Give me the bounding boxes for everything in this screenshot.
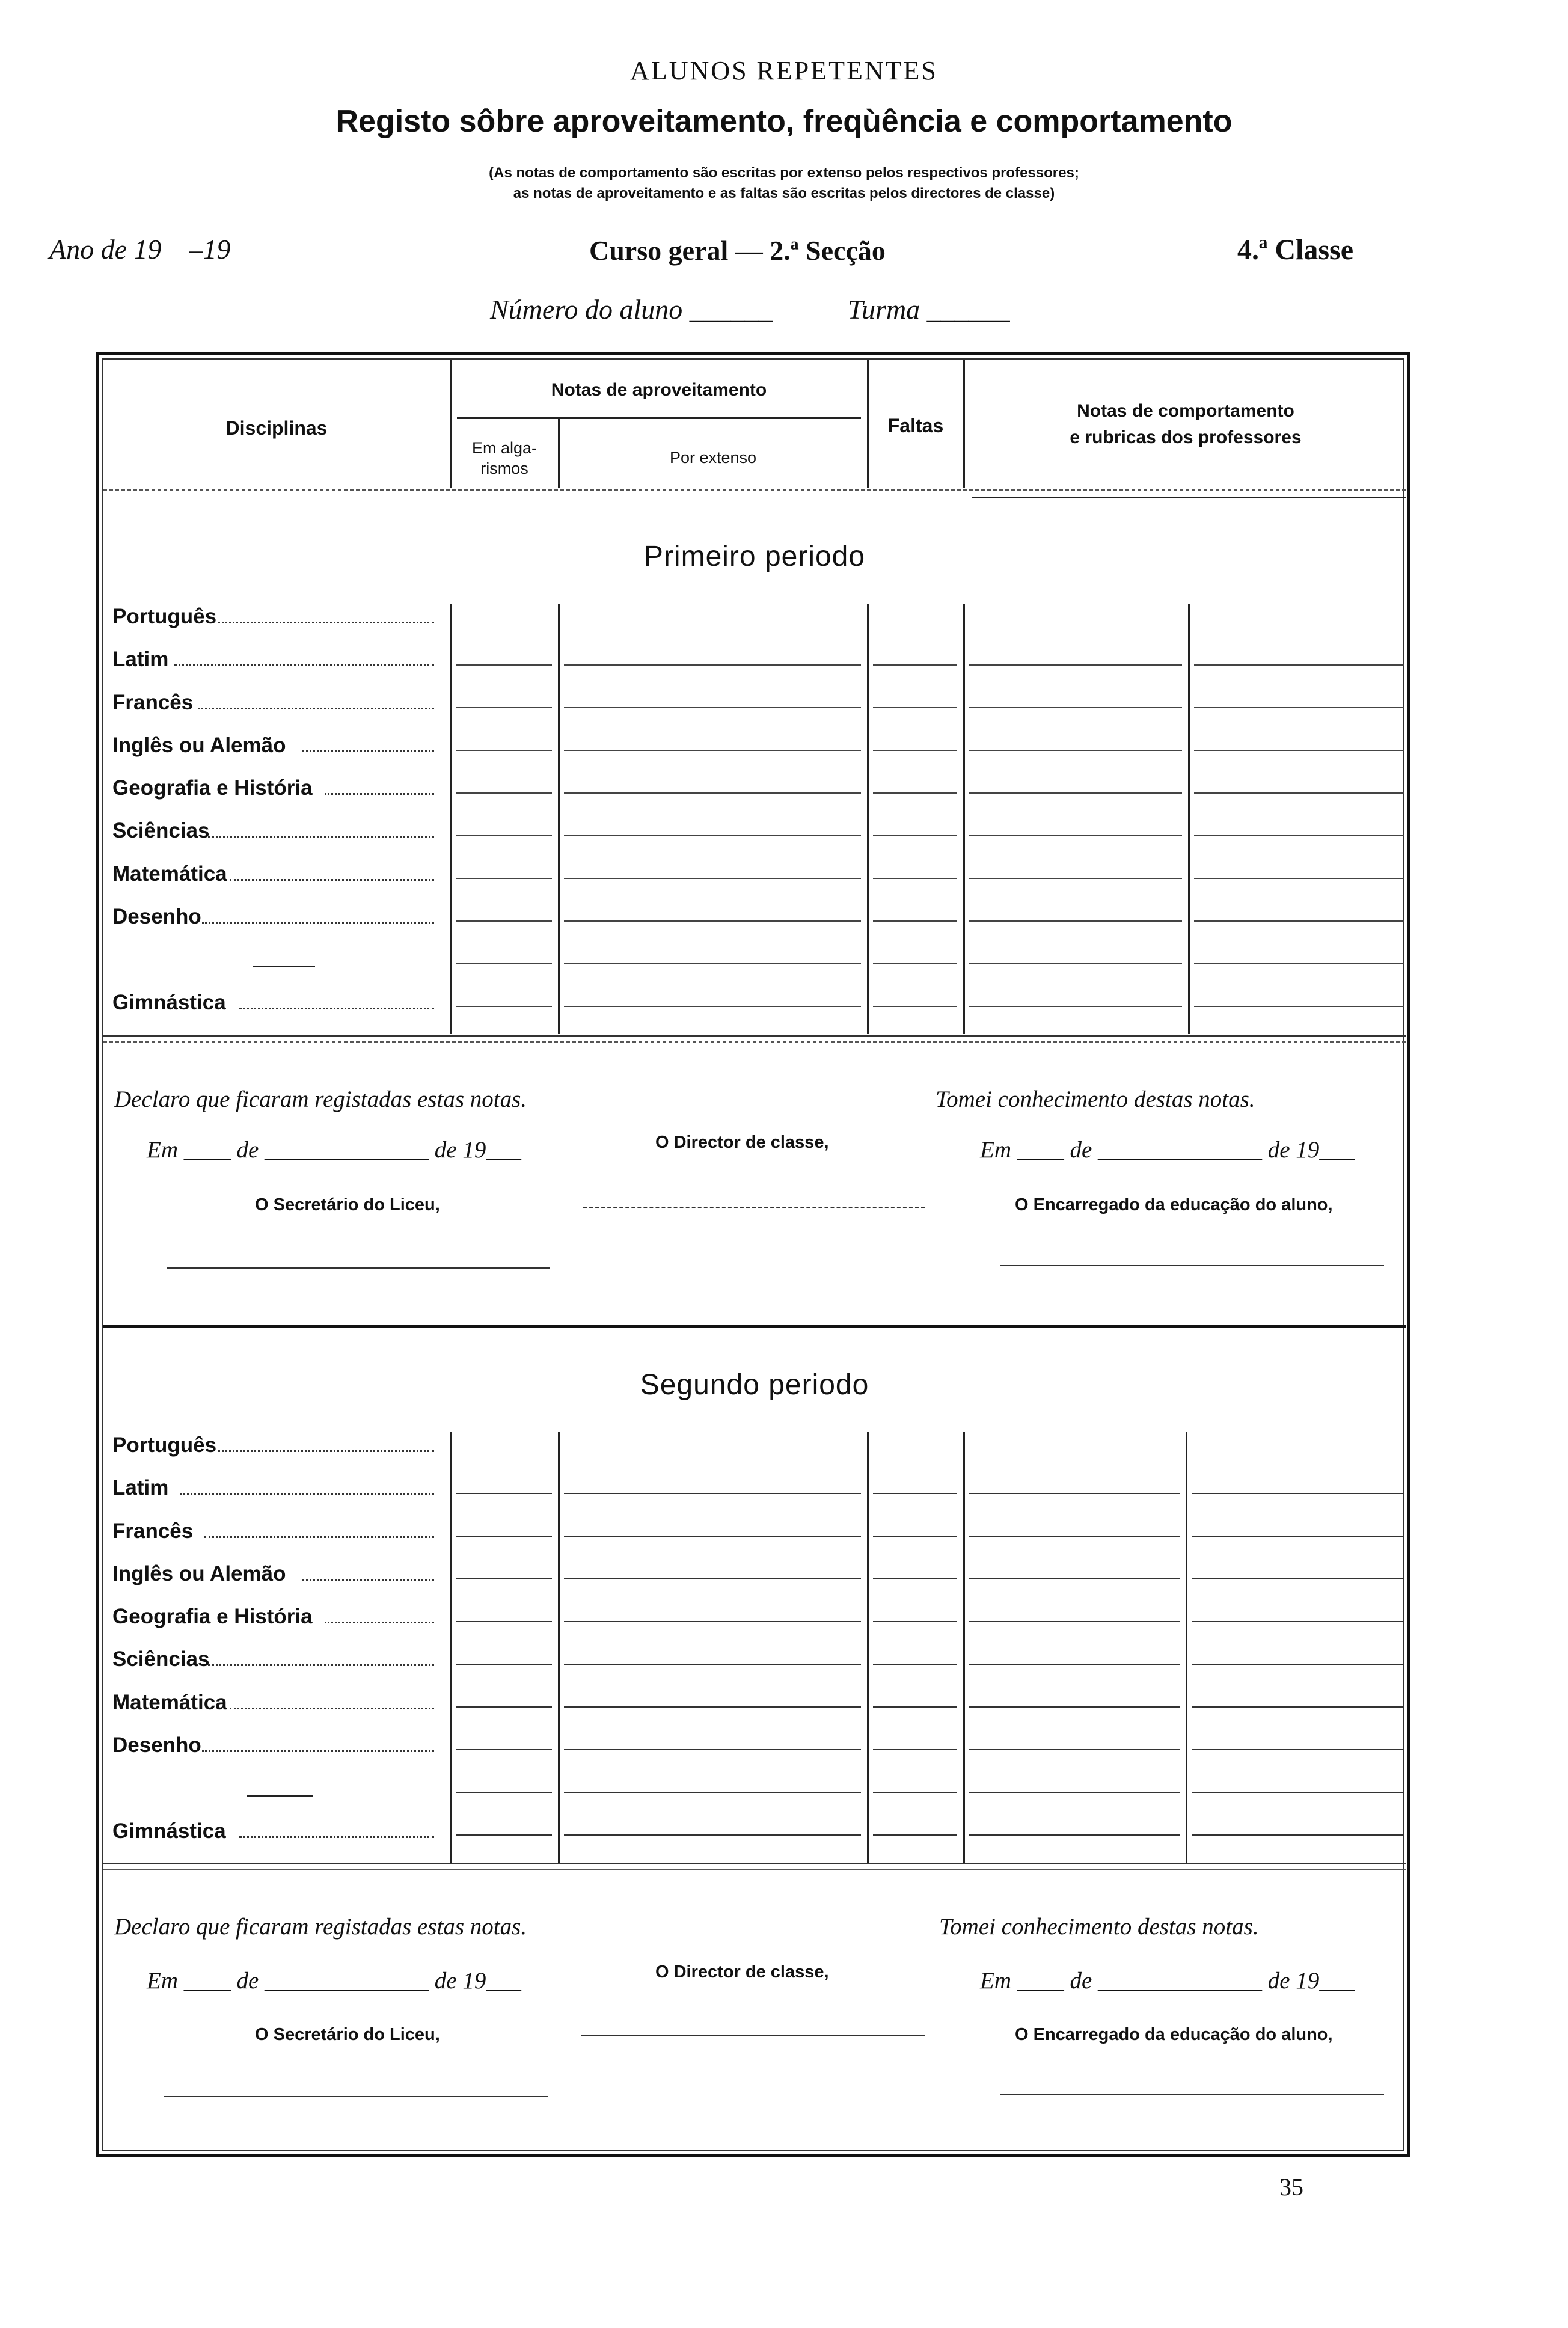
p2-subject-desenho: Desenho [112,1733,201,1757]
p2-subject-gimnastica: Gimnástica [112,1819,226,1843]
p2-subject-latim: Latim [112,1476,169,1499]
period-1-title: Primeiro periodo [643,541,866,572]
p1-secretario: O Secretário do Liceu, [255,1195,440,1215]
p2-faltas-lines [873,1451,957,1836]
p1-subject-latim: Latim [112,648,169,671]
p1-em-left: Em ____ de ______________ de 19___ [147,1137,521,1163]
p2-leader-dots [230,1708,434,1709]
p2-secretario-signature-line [164,2096,548,2097]
page-number: 35 [1279,2173,1303,2201]
turma-label: Turma ______ [848,294,1010,325]
header-comportamento [964,398,1407,451]
header-notas-aproveitamento: Notas de aproveitamento [551,380,767,400]
course-label: Curso geral — 2.ª Secção [589,235,886,266]
p1-leader-dots [325,793,434,795]
p2-leader-dots [204,1536,434,1538]
page-heading: ALUNOS REPETENTES [630,56,938,85]
p1-leader-dots [218,622,434,623]
p2-em-right: Em ____ de ______________ de 19___ [980,1968,1355,1994]
p2-col-line [867,1432,869,1863]
p1-subject-frances: Francês [112,691,194,714]
header-comportamento-line1: Notas de comportamento [1077,401,1294,421]
period-divider [103,1325,1406,1328]
p2-blank-subject-line [247,1795,313,1797]
p1-subject-matematica: Matemática [112,862,227,886]
p2-director-signature-line [581,2035,925,2036]
p1-secretario-signature-line [167,1267,550,1269]
p1-subject-gimnastica: Gimnástica [112,991,226,1014]
p1-col-line [450,604,452,1034]
p1-subject-geografia-historia: Geografia e História [112,776,313,800]
p2-encarregado-signature-line [1000,2094,1384,2095]
p2-algarismos-lines [456,1451,552,1836]
p1-director: O Director de classe, [655,1133,829,1152]
period-2-title: Segundo periodo [640,1369,869,1401]
p2-comportamento-lines [969,1451,1180,1836]
p2-subject-portugues: Português [112,1433,217,1457]
instructions-line-1: (As notas de comportamento são escritas por extenso pelos respectivos professores; [489,165,1079,181]
p2-leader-dots [202,1750,434,1752]
class-label: 4.ª Classe [1237,234,1354,266]
p2-bottom-rule-2 [103,1869,1406,1870]
p2-col-line [963,1432,965,1863]
p2-secretario: O Secretário do Liceu, [255,2025,440,2044]
p1-blank-subject-line [253,966,315,967]
p1-bottom-rule [103,1035,1406,1037]
p2-subject-frances: Francês [112,1519,194,1543]
p2-subject-sciencias: Sciências [112,1647,210,1671]
p1-leader-dots [208,836,434,838]
p1-subject-portugues: Português [112,605,217,628]
p2-rubricas-lines [1192,1451,1404,1836]
p2-subject-ingles-alemao: Inglês ou Alemão [112,1562,286,1585]
p1-col-line [963,604,965,1034]
p2-director: O Director de classe, [655,1962,829,1982]
student-number: Número do aluno ______ [490,294,773,325]
p2-leader-dots [180,1493,434,1495]
header-comportamento-line2: e rubricas dos professores [1070,427,1302,447]
p1-algarismos-lines [456,623,552,1008]
p1-em-right: Em ____ de ______________ de 19___ [980,1137,1355,1163]
p1-director-signature-line [583,1207,925,1208]
p2-leader-dots [302,1579,434,1581]
p1-comportamento-lines [969,623,1182,1008]
p2-col-line [558,1432,560,1863]
p1-subject-desenho: Desenho [112,905,201,928]
header-col-line [450,360,452,488]
header-faltas: Faltas [887,415,944,437]
instructions-line-2: as notas de aproveitamento e as faltas são escritas pelos directores de classe) [513,185,1055,201]
header-em-algarismos [451,438,558,479]
p1-leader-dots [239,1008,434,1009]
header-bottom-rule [103,489,1406,491]
p1-leader-dots [202,922,434,924]
p2-col-line [450,1432,452,1863]
p1-extenso-lines [564,623,861,1008]
header-em-algarismos-line2: rismos [480,459,528,477]
header-em-algarismos-line1: Em alga- [471,439,537,457]
p1-col-line [558,604,560,1034]
p1-encarregado: O Encarregado da educação do aluno, [1015,1195,1333,1215]
p1-rubricas-lines [1194,623,1404,1008]
header-disciplinas: Disciplinas [225,417,328,439]
header-comportamento-rule [972,497,1406,498]
p2-leader-dots [208,1664,434,1666]
header-col-line [558,418,560,488]
form-title: Registo sôbre aproveitamento, freqùência e comportamento [335,104,1233,139]
header-por-extenso: Por extenso [669,449,757,467]
p2-em-left: Em ____ de ______________ de 19___ [147,1968,521,1994]
p1-faltas-lines [873,623,957,1008]
p1-leader-dots [230,879,434,881]
p1-leader-dots [302,750,434,752]
p1-encarregado-signature-line [1000,1265,1384,1266]
p1-leader-dots [174,664,434,666]
p2-tomei: Tomei conhecimento destas notas. [939,1914,1259,1940]
p1-col-line [1188,604,1190,1034]
p1-bottom-rule-2 [103,1041,1406,1043]
p1-subject-ingles-alemao: Inglês ou Alemão [112,734,286,757]
p2-leader-dots [239,1836,434,1838]
p2-col-line [1186,1432,1187,1863]
header-subrule [457,417,861,419]
header-col-line [963,360,965,488]
p2-subject-geografia-historia: Geografia e História [112,1605,313,1628]
p2-bottom-rule [103,1863,1406,1864]
header-col-line [867,360,869,488]
p2-leader-dots [218,1450,434,1452]
p1-tomei: Tomei conhecimento destas notas. [936,1086,1255,1112]
p2-declaro: Declaro que ficaram registadas estas notas. [114,1914,527,1940]
p2-extenso-lines [564,1451,861,1836]
p1-subject-sciencias: Sciências [112,819,210,842]
p1-declaro: Declaro que ficaram registadas estas notas. [114,1086,527,1112]
school-year: Ano de 19 –19 [49,234,231,265]
p2-subject-matematica: Matemática [112,1691,227,1714]
p2-leader-dots [325,1622,434,1623]
p1-leader-dots [198,708,434,709]
p2-encarregado: O Encarregado da educação do aluno, [1015,2025,1333,2044]
p1-col-line [867,604,869,1034]
